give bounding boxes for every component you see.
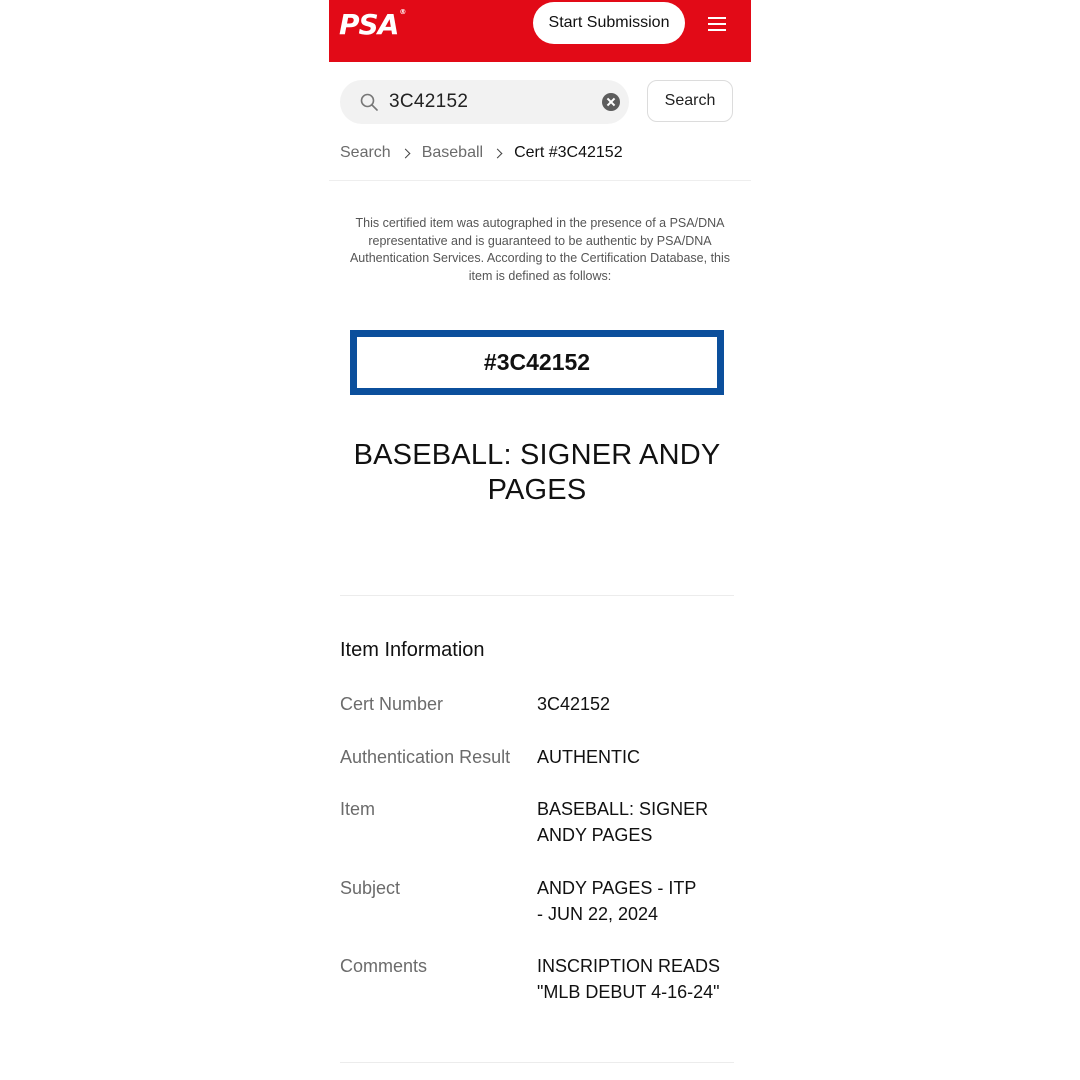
info-label: Authentication Result [340,747,511,767]
breadcrumb-baseball[interactable]: Baseball [421,144,484,161]
info-value: AUTHENTIC [537,747,640,767]
item-information-title: Item Information [340,639,485,661]
info-label: Subject [340,878,401,898]
info-label: Item [340,799,376,819]
search-button[interactable]: Search [647,80,733,122]
info-label: Cert Number [340,694,444,714]
start-submission-button[interactable]: Start Submission [533,2,685,44]
search-icon [360,93,378,111]
divider [340,595,734,596]
search-value[interactable]: 3C42152 [389,91,469,112]
logo-text: PSA [339,8,399,41]
info-value: ANDY PAGES - ITP - JUN 22, 2024 [537,878,697,924]
chevron-right-icon [493,148,503,158]
divider [329,180,751,181]
breadcrumb [340,141,623,165]
page [329,0,751,1080]
info-value: INSCRIPTION READS "MLB DEBUT 4-16-24" [537,956,721,1002]
breadcrumb-search[interactable]: Search [340,144,391,161]
info-label: Comments [340,956,428,976]
intro-text: This certified item was autographed in the presence of a PSA/DNA representative and is guaranteed to be authentic by PSA/DNA Authentication Services. According to the Certification Database, this item is defined as follows: [349,216,731,283]
logo-registered-mark: ® [399,8,406,16]
hamburger-menu-icon[interactable] [708,15,728,33]
cert-number-badge-text: #3C42152 [483,349,591,375]
divider [340,1062,734,1063]
clear-search-icon[interactable] [602,93,620,111]
cert-number-badge [350,330,724,395]
site-header [329,0,751,62]
search-input[interactable] [340,80,629,124]
item-title: BASEBALL: SIGNER ANDY PAGES [353,439,721,506]
breadcrumb-current: Cert #3C42152 [514,144,623,161]
psa-logo[interactable] [339,8,405,41]
info-value: 3C42152 [537,694,611,714]
chevron-right-icon [400,148,410,158]
info-value: BASEBALL: SIGNER ANDY PAGES [537,799,709,845]
